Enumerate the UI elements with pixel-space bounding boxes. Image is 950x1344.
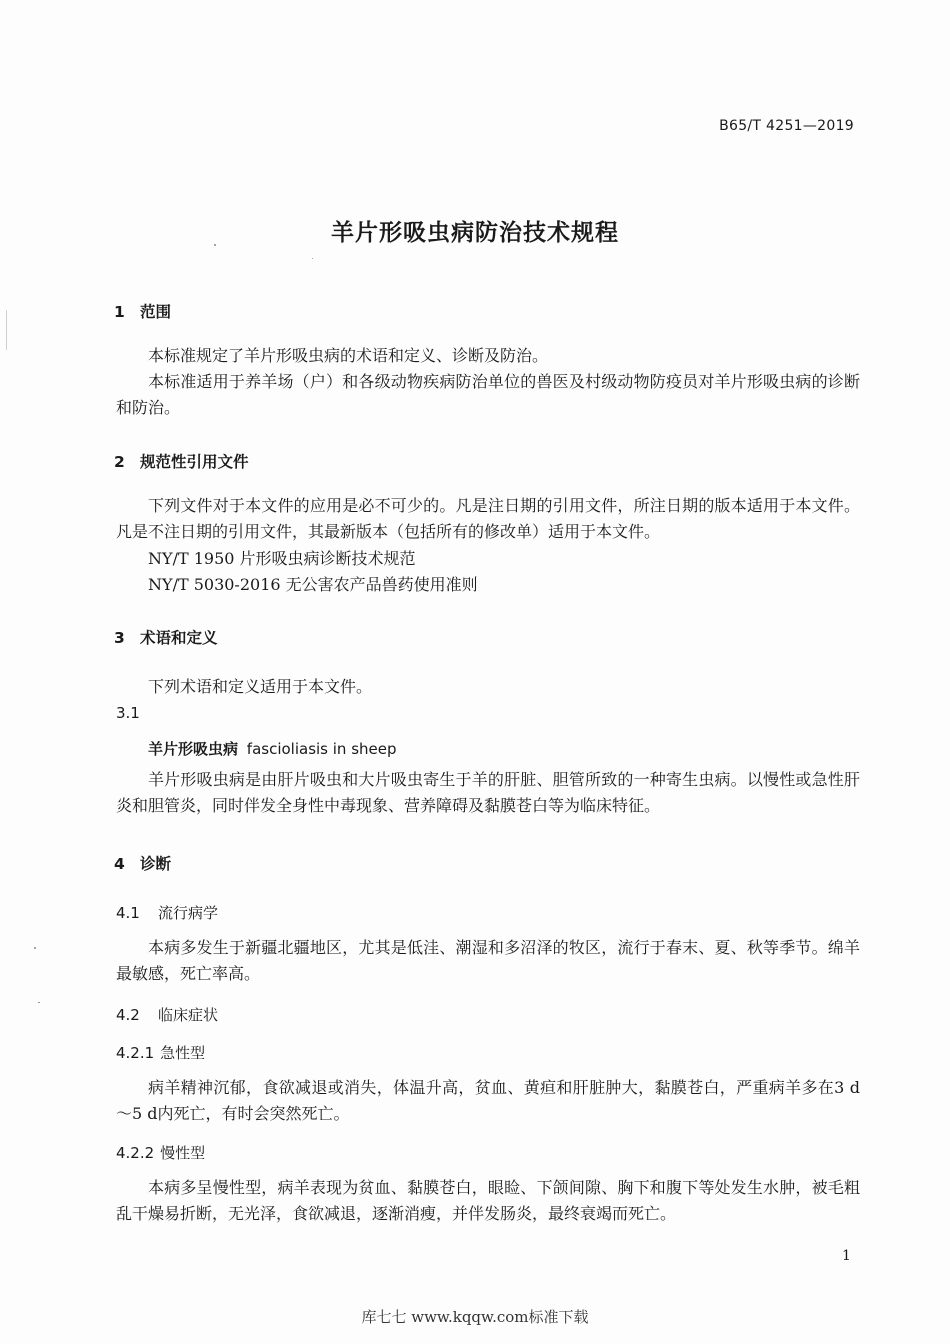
section-1-paragraph-1: 本标准规定了羊片形吸虫病的术语和定义、诊断及防治。 xyxy=(148,346,549,365)
term-chinese: 羊片形吸虫病 xyxy=(148,740,239,758)
section-number: 2 xyxy=(114,453,125,471)
section-number: 4 xyxy=(114,855,125,873)
normative-reference-2: NY/T 5030-2016 无公害农产品兽药使用准则 xyxy=(148,575,478,594)
section-title: 范围 xyxy=(140,303,172,321)
subsection-number: 4.2 xyxy=(116,1006,140,1024)
term-definition: 羊片形吸虫病是由肝片吸虫和大片吸虫寄生于羊的肝脏、胆管所致的一种寄生虫病。以慢性或急性肝炎和胆管炎，同时伴发全身性中毒现象、营养障碍及黏膜苍白等为临床特征。 xyxy=(116,770,860,815)
page-number: 1 xyxy=(842,1248,851,1264)
section-3-paragraph-1: 下列术语和定义适用于本文件。 xyxy=(148,677,373,696)
subsection-4-2-1-heading xyxy=(116,1042,205,1063)
scan-speck xyxy=(312,258,313,259)
subsection-title: 慢性型 xyxy=(160,1144,206,1162)
section-2-paragraph-1: 下列文件对于本文件的应用是必不可少的。凡是注日期的引用文件，所注日期的版本适用于本文件。凡是不注日期的引用文件，其最新版本（包括所有的修改单）适用于本文件。 xyxy=(116,496,860,541)
section-2-heading xyxy=(114,450,249,472)
subsection-number: 4.1 xyxy=(116,904,140,922)
document-title: 羊片形吸虫病防治技术规程 xyxy=(331,220,619,246)
subsection-4-2-heading xyxy=(116,1004,218,1025)
normative-reference-1: NY/T 1950 片形吸虫病诊断技术规范 xyxy=(148,549,416,568)
subsection-4-2-2-heading xyxy=(116,1142,205,1163)
section-3-heading xyxy=(114,626,218,648)
term-english: fascioliasis in sheep xyxy=(246,740,397,758)
section-title: 规范性引用文件 xyxy=(140,453,249,471)
footer-watermark: 库七七 www.kqqw.com标准下载 xyxy=(361,1308,589,1326)
section-1-paragraph-2: 本标准适用于养羊场（户）和各级动物疾病防治单位的兽医及村级动物防疫员对羊片形吸虫病的诊断和防治。 xyxy=(116,372,860,417)
subsection-title: 流行病学 xyxy=(158,904,219,922)
acute-type-paragraph: 病羊精神沉郁，食欲减退或消失，体温升高，贫血、黄疸和肝脏肿大，黏膜苍白，严重病羊多在3 d～5 d内死亡，有时会突然死亡。 xyxy=(116,1078,860,1123)
section-number: 3 xyxy=(114,629,125,647)
subsection-title: 急性型 xyxy=(160,1044,206,1062)
subsection-title: 临床症状 xyxy=(158,1006,219,1024)
section-1-heading xyxy=(114,300,171,322)
section-title: 术语和定义 xyxy=(140,629,218,647)
subsection-4-1-heading xyxy=(116,902,218,923)
scan-speck xyxy=(38,1002,40,1003)
scan-edge-mark xyxy=(6,310,7,350)
section-title: 诊断 xyxy=(140,855,172,873)
section-4-heading xyxy=(114,852,171,874)
subsection-number: 4.2.1 xyxy=(116,1044,155,1062)
standard-number: B65/T 4251—2019 xyxy=(719,118,854,134)
subsection-3-1-number: 3.1 xyxy=(116,704,140,722)
chronic-type-paragraph: 本病多呈慢性型，病羊表现为贫血、黏膜苍白，眼睑、下颌间隙、胸下和腹下等处发生水肿，被毛粗乱干燥易折断，无光泽，食欲减退，逐渐消瘦，并伴发肠炎，最终衰竭而死亡。 xyxy=(116,1178,860,1223)
scan-speck xyxy=(214,244,216,246)
section-number: 1 xyxy=(114,303,125,321)
scan-speck xyxy=(34,947,36,949)
epidemiology-paragraph: 本病多发生于新疆北疆地区，尤其是低洼、潮湿和多沼泽的牧区，流行于春末、夏、秋等季节。绵羊最敏感，死亡率高。 xyxy=(116,938,860,983)
term-entry xyxy=(148,738,397,759)
subsection-number: 4.2.2 xyxy=(116,1144,155,1162)
